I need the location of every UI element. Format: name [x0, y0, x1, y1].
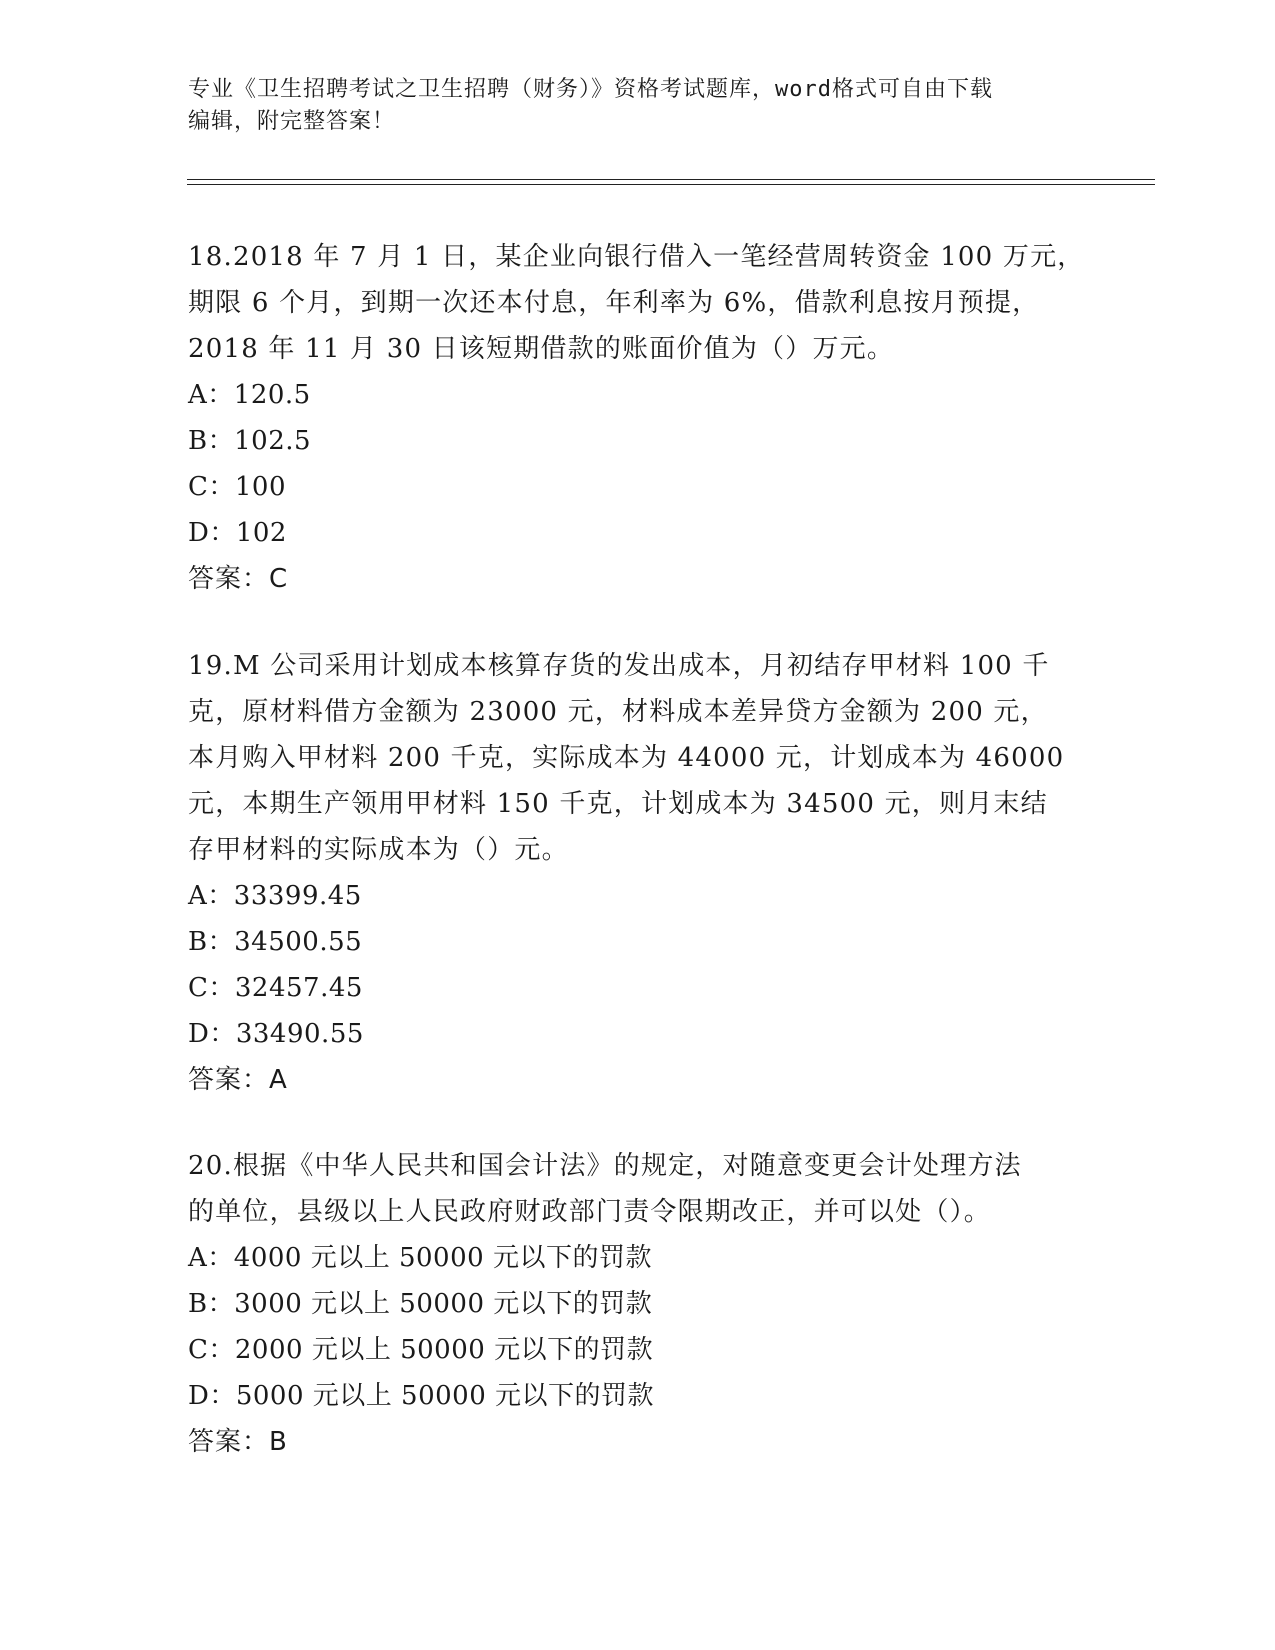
stem-line: 克，原材料借方金额为 23000 元，材料成本差异贷方金额为 200 元，: [188, 697, 1048, 727]
document-header: [188, 74, 1088, 138]
stem-line: 期限 6 个月，到期一次还本付息，年利率为 6%，借款利息按月预提，: [188, 288, 1040, 318]
option-b: B：34500.55: [188, 927, 363, 957]
question-stem: [188, 234, 1088, 372]
question-18: [188, 234, 1088, 602]
option-a: A：120.5: [188, 380, 311, 410]
question-stem: [188, 1143, 1088, 1235]
stem-line: 本月购入甲材料 200 千克，实际成本为 44000 元，计划成本为 46000: [188, 743, 1065, 773]
option-d: D：33490.55: [188, 1019, 364, 1049]
question-20: [188, 1143, 1088, 1465]
option-d: D：102: [188, 518, 287, 548]
header-line-2: 编辑，附完整答案！: [188, 109, 396, 134]
option-d: D：5000 元以上 50000 元以下的罚款: [188, 1381, 655, 1411]
stem-line: 18.2018 年 7 月 1 日，某企业向银行借入一笔经营周转资金 100 万元，: [188, 242, 1085, 272]
header-divider-top: [187, 179, 1155, 180]
option-c: C：32457.45: [188, 973, 363, 1003]
question-19: [188, 643, 1088, 1103]
option-c: C：100: [188, 472, 287, 502]
option-a: A：4000 元以上 50000 元以下的罚款: [188, 1243, 652, 1273]
option-c: C：2000 元以上 50000 元以下的罚款: [188, 1335, 654, 1365]
answer-line: 答案：A: [188, 1065, 288, 1095]
stem-line: 2018 年 11 月 30 日该短期借款的账面价值为（）万元。: [188, 334, 895, 364]
header-line-1: 专业《卫生招聘考试之卫生招聘（财务）》资格考试题库，word格式可自由下载: [188, 77, 993, 102]
option-a: A：33399.45: [188, 881, 362, 911]
stem-line: 元，本期生产领用甲材料 150 千克，计划成本为 34500 元，则月末结: [188, 789, 1048, 819]
option-b: B：102.5: [188, 426, 312, 456]
stem-line: 19.M 公司采用计划成本核算存货的发出成本，月初结存甲材料 100 千: [188, 651, 1050, 681]
header-divider-bottom: [187, 184, 1155, 185]
option-b: B：3000 元以上 50000 元以下的罚款: [188, 1289, 653, 1319]
stem-line: 存甲材料的实际成本为（）元。: [188, 835, 569, 865]
question-stem: [188, 643, 1088, 873]
answer-line: 答案：C: [188, 564, 289, 594]
stem-line: 20.根据《中华人民共和国会计法》的规定，对随意变更会计处理方法: [188, 1151, 1022, 1181]
answer-line: 答案：B: [188, 1427, 288, 1457]
stem-line: 的单位，县级以上人民政府财政部门责令限期改正，并可以处（）。: [188, 1197, 992, 1227]
